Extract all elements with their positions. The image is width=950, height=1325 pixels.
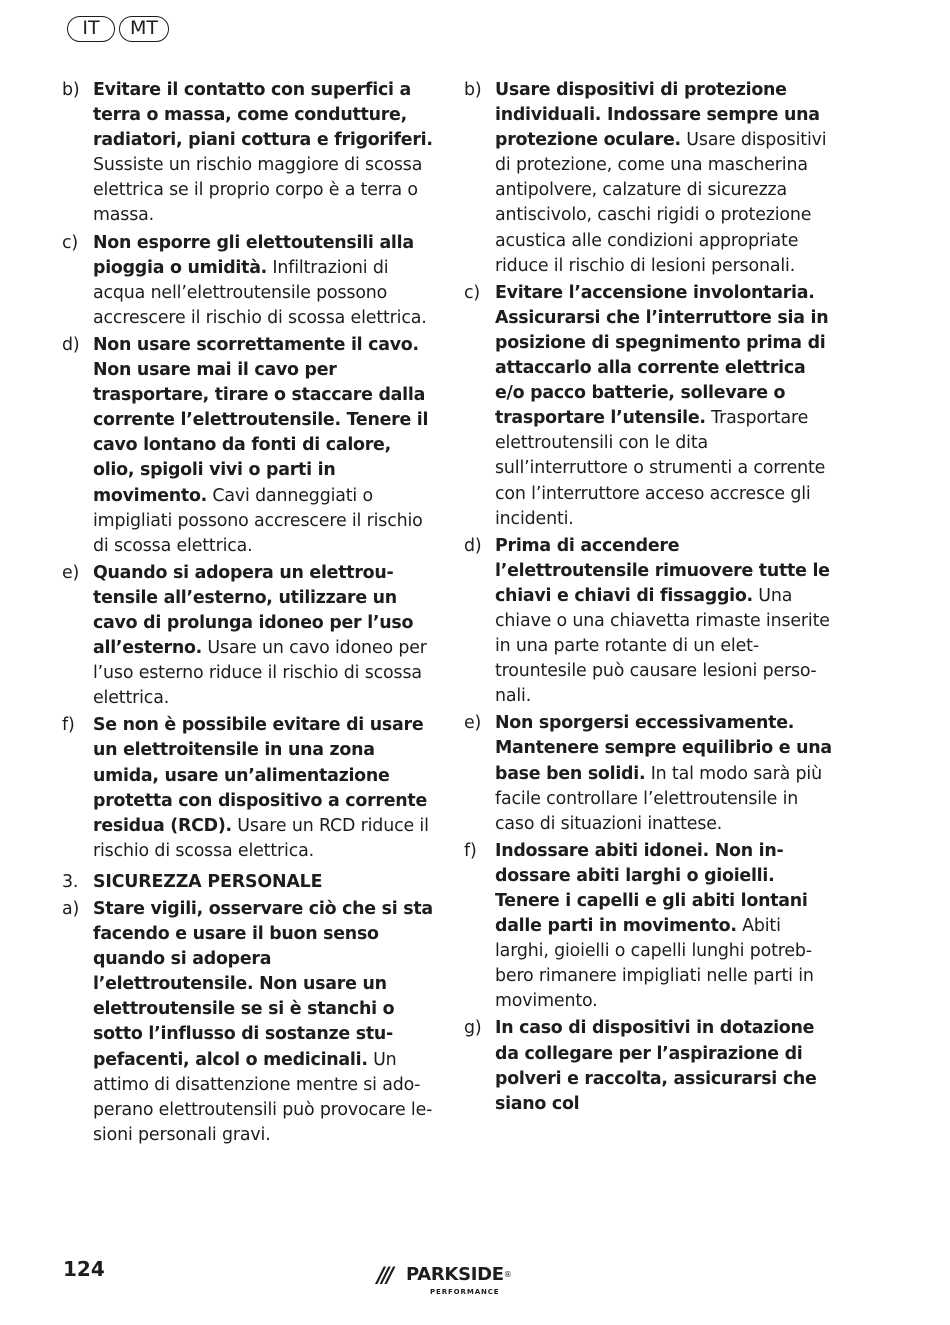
item-marker: f) (62, 715, 75, 736)
item-bold-text: Indossare abiti idonei. Non indossare abiti larghi o gioielli. Tenere i capelli e gli abiti lontani dalle parti in movimento. (495, 840, 808, 937)
item-text: Un attimo di disattenzione mentre si adoperano elettroutensili può provocare lesioni personali gravi. (93, 1049, 433, 1145)
item-marker: d) (464, 535, 482, 556)
safety-item-d-remove-keys (464, 534, 839, 710)
item-marker: g) (464, 1018, 482, 1039)
item-text: Usare dispositivi di protezione, come una mascherina antipolvere, calzature di sicurezza antiscivolo, caschi rigidi o protezione acustica alle condizioni appropriate riduce il rischio di lesioni personali. (495, 130, 827, 276)
item-marker: d) (62, 334, 80, 355)
safety-item-f-clothing (464, 839, 839, 1015)
safety-item-f-rcd (62, 713, 434, 864)
item-bold-text: Quando si adopera un elettroutensile all’esterno, utilizzare un cavo di prolunga idoneo per l’uso all’esterno. (93, 562, 414, 659)
brand-name-text: PARKSIDE (406, 1264, 504, 1285)
item-marker: b) (464, 80, 482, 100)
item-text: Cavi danneggiati o impigliati possono accrescere il rischio di scossa elettrica. (93, 485, 423, 556)
safety-item-d-cable (62, 333, 434, 559)
safety-item-g-dust-extraction (464, 1016, 839, 1116)
brand-subline: PERFORMANCE (430, 1288, 500, 1296)
item-marker: a) (62, 899, 80, 919)
item-bold-text: Usare dispositivi di protezione individuali. Indossare sempre una protezione oculare. (495, 80, 820, 151)
item-bold-text: Evitare il contatto con superfici a terra o massa, come condutture, radiatori, piani cottura e frigoriferi. (93, 80, 433, 151)
safety-item-e-overreach (464, 711, 839, 836)
item-bold-text: In caso di dispositivi in dotazione da collegare per l’aspirazione di polveri e raccolta, assicurarsi che siano col (495, 1018, 817, 1114)
item-text: Usare un RCD riduce il rischio di scossa elettrica. (93, 815, 429, 861)
safety-item-e-outdoor (62, 561, 434, 712)
item-marker: b) (62, 80, 80, 100)
item-marker: e) (62, 562, 80, 583)
safety-item-a-alert (62, 897, 434, 1148)
page-number: 124 (63, 1257, 105, 1281)
item-text: Sussiste un rischio maggiore di scossa elettrica se il proprio corpo è a terra o massa. (93, 155, 423, 226)
section-number: 3. (62, 871, 79, 892)
item-marker: e) (464, 713, 482, 734)
brand-name (406, 1264, 511, 1286)
language-badge-it: IT (67, 16, 115, 42)
brand-trademark: ® (503, 1270, 512, 1279)
safety-item-b-contact-surfaces (62, 78, 434, 229)
item-bold-text: Non usare scorrettamente il cavo. Non usare mai il cavo per trasportare, tirare o staccare dalla corrente l’elettroutensile. Tenere il cavo lontano da fonti di calore, olio, spigoli vivi o parti in movimento. (93, 334, 429, 506)
item-bold-text: Non sporgersi eccessivamente. Mantenere sempre equilibrio e una base ben solidi. (495, 713, 832, 784)
item-bold-text: Non esporre gli elettoutensili alla pioggia o umidità. (93, 232, 414, 278)
item-marker: c) (464, 282, 481, 303)
safety-item-c-rain (62, 231, 434, 331)
brand-slashes-mark: /// (377, 1263, 392, 1287)
item-bold-text: Prima di accendere l’elettroutensile rimuovere tutte le chiavi e chiavi di fissaggio. (495, 535, 830, 606)
item-text: Una chiave o una chiavetta rimaste inserite in una parte rotante di un elettrountesile può causare lesioni personali. (495, 585, 830, 707)
parkside-logo (377, 1264, 522, 1298)
item-text: Abiti larghi, gioielli o capelli lunghi potrebbero rimanere impigliati nelle parti in movimento. (495, 916, 814, 1012)
item-marker: f) (464, 840, 477, 861)
item-bold-text: Stare vigili, osservare ciò che si sta facendo e usare il buon senso quando si adopera l’elettroutensile. Non usare un elettroutensile se si è stanchi o sotto l’influsso di sostanze stupefacenti, alcol o medicinali. (93, 899, 433, 1070)
section-heading-personal-safety (62, 870, 434, 895)
right-column (464, 78, 839, 1119)
section-title: SICUREZZA PERSONALE (93, 871, 323, 892)
item-text: Infiltrazioni di acqua nell’elettroutensile possono accrescere il rischio di scossa elettrica. (93, 257, 427, 328)
item-marker: c) (62, 232, 79, 253)
item-bold-text: Evitare l’accensione involontaria. Assicurarsi che l’interruttore sia in posizione di spegnimento prima di attaccarlo alla corrente elettrica e/o pacco batterie, sollevare o trasportare l’utensile. (495, 282, 829, 429)
language-badge-mt: MT (119, 16, 169, 42)
item-text: In tal modo sarà più facile controllare l’elettroutensile in caso di situazioni inattese. (495, 763, 822, 834)
safety-item-c-accidental-start (464, 281, 839, 532)
item-text: Trasportare elettroutensili con le dita sull’interruttore o strumenti a corrente con l’interruttore acceso accresce gli incidenti. (495, 408, 826, 529)
left-column (62, 78, 434, 1150)
safety-item-b-protective-equipment (464, 78, 839, 279)
item-bold-text: Se non è possibile evitare di usare un elettroitensile in una zona umida, usare un’alimentazione protetta con dispositivo a corrente residua (RCD). (93, 715, 428, 836)
item-text: Usare un cavo idoneo per l’uso esterno riduce il rischio di scossa elettrica. (93, 638, 427, 709)
